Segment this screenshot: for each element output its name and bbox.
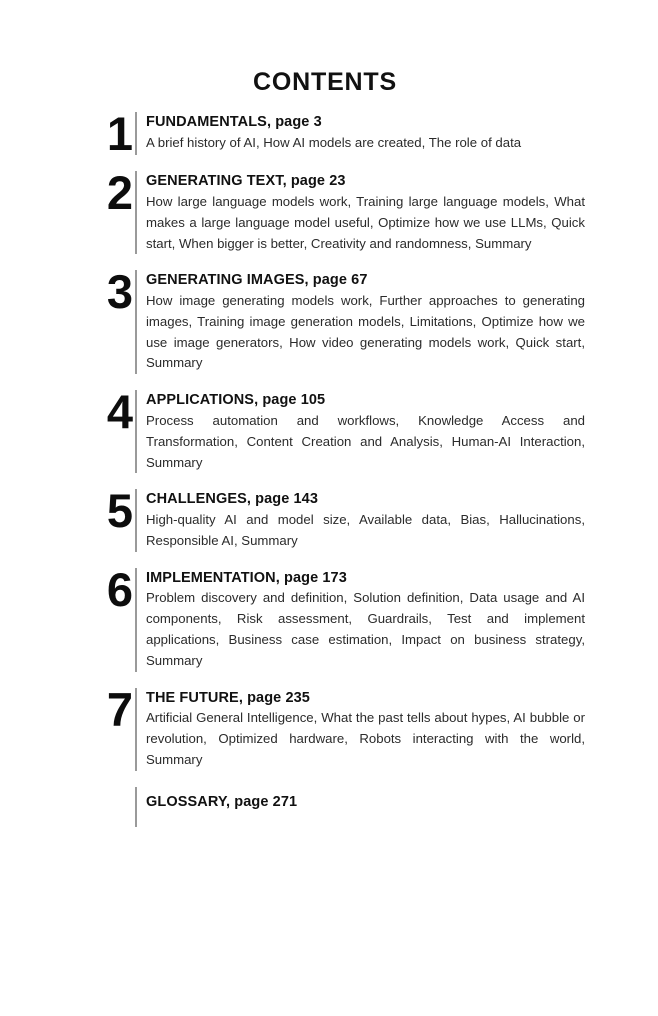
toc-entry[interactable] <box>0 787 658 827</box>
vertical-rule <box>135 171 137 254</box>
chapter-heading[interactable]: THE FUTURE, page 235 <box>146 689 310 706</box>
chapter-heading[interactable]: GENERATING IMAGES, page 67 <box>146 272 368 289</box>
chapter-number: 1 <box>106 107 132 160</box>
toc-entry[interactable] <box>0 682 658 771</box>
entry-body <box>146 112 585 155</box>
chapter-heading[interactable]: GLOSSARY, page 271 <box>146 793 298 810</box>
toc-entry[interactable] <box>0 166 658 254</box>
chapter-topics: Process automation and workflows, Knowledge Access and Transformation, Content Creation and Analysis, Human-AI Interaction, Summary <box>146 412 585 470</box>
entry-body <box>146 390 585 473</box>
toc-entry[interactable] <box>0 107 658 160</box>
toc-entry[interactable] <box>0 265 658 374</box>
toc-entry[interactable] <box>0 484 658 551</box>
chapter-topics: How image generating models work, Further approaches to generating images, Training image generation models, Limitations, Optimize how we use image generators, How video generating models work, Quick start, Summary <box>146 292 585 371</box>
vertical-rule <box>135 489 137 551</box>
chapter-heading[interactable]: GENERATING TEXT, page 23 <box>146 173 346 190</box>
chapter-number: 2 <box>106 166 132 220</box>
chapter-number: 5 <box>106 484 132 538</box>
toc-entry[interactable] <box>0 385 658 473</box>
entry-body <box>146 787 585 827</box>
chapter-heading[interactable]: CHALLENGES, page 143 <box>146 491 319 508</box>
entry-body <box>146 568 585 672</box>
entry-body <box>146 489 585 551</box>
entry-body <box>146 688 585 771</box>
vertical-rule <box>135 270 137 374</box>
chapter-number: 4 <box>106 385 132 439</box>
chapter-number: 3 <box>106 265 132 319</box>
vertical-rule <box>135 390 137 473</box>
toc-list <box>0 107 658 827</box>
chapter-heading[interactable]: APPLICATIONS, page 105 <box>146 392 326 409</box>
entry-body <box>146 270 585 374</box>
vertical-rule <box>135 787 137 827</box>
vertical-rule <box>135 688 137 771</box>
chapter-number: 7 <box>106 682 132 736</box>
chapter-topics: A brief history of AI, How AI models are created, The role of data <box>146 134 522 150</box>
toc-entry[interactable] <box>0 562 658 672</box>
chapter-heading[interactable]: FUNDAMENTALS, page 3 <box>146 114 322 130</box>
chapter-topics: Problem discovery and definition, Solution definition, Data usage and AI components, Risk assessment, Guardrails, Test and implement applications, Business case estimation, Impact on business strategy, Summary <box>146 590 585 668</box>
entry-body <box>146 171 585 254</box>
chapter-number: 6 <box>106 562 132 616</box>
chapter-topics: Artificial General Intelligence, What the past tells about hypes, AI bubble or revolution, Optimized hardware, Robots interacting with the world, Summary <box>146 710 585 767</box>
vertical-rule <box>135 112 137 155</box>
page-title: CONTENTS <box>253 68 397 96</box>
chapter-topics: How large language models work, Training large language models, What makes a large language model useful, Optimize how we use LLMs, Quick start, When bigger is better, Creativity and randomness, Summary <box>146 193 585 251</box>
chapter-heading[interactable]: IMPLEMENTATION, page 173 <box>146 569 347 586</box>
vertical-rule <box>135 568 137 672</box>
chapter-topics: High-quality AI and model size, Available data, Bias, Hallucinations, Responsible AI, Summary <box>146 512 585 548</box>
